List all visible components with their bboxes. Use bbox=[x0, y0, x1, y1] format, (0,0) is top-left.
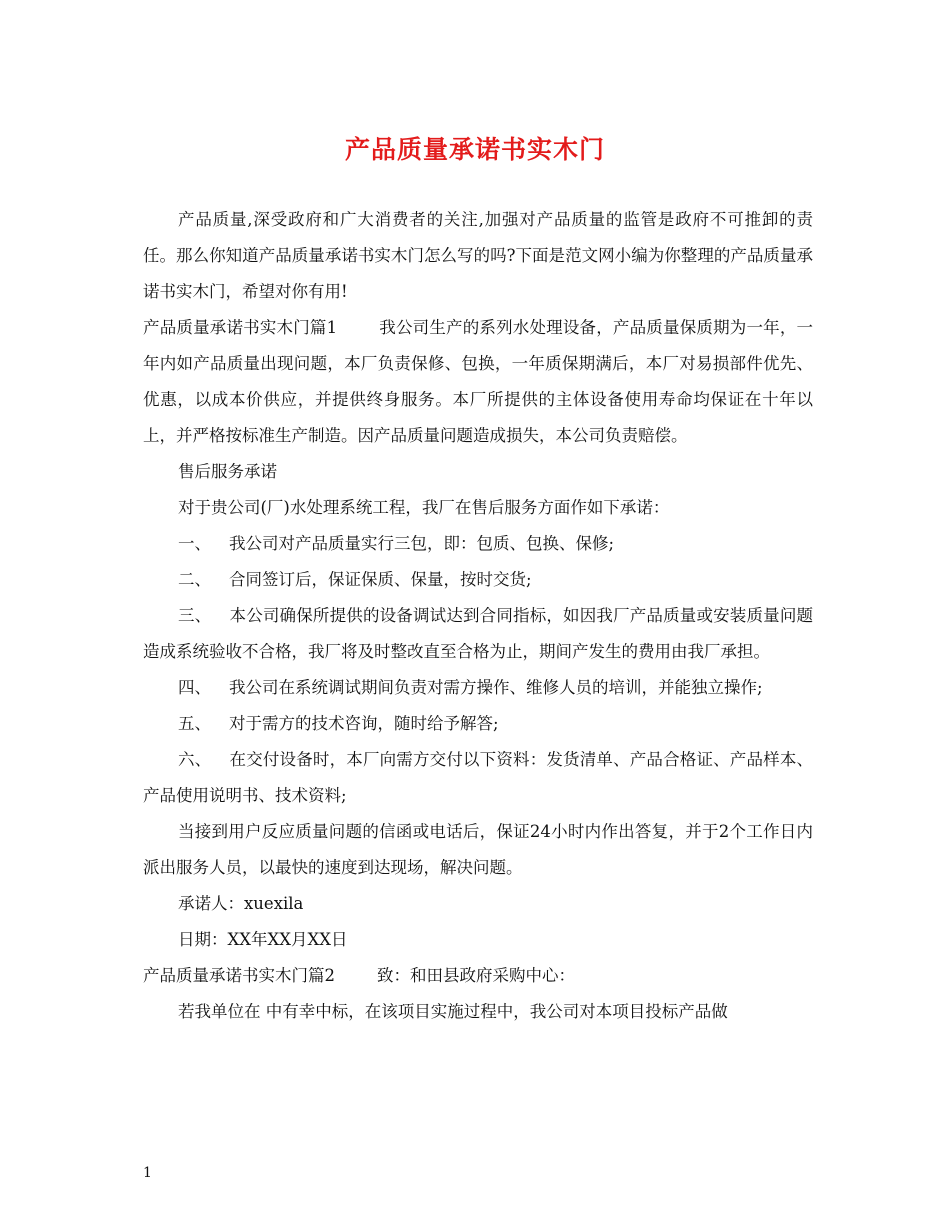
after-sales-heading: 售后服务承诺 bbox=[178, 462, 277, 481]
item-text: 合同签订后，保证保质、保量，按时交货; bbox=[229, 570, 532, 589]
intro-paragraph: 产品质量,深受政府和广大消费者的关注,加强对产品质量的监管是政府不可推卸的责任。那么你知道产品质量承诺书实木门怎么写的吗?下面是范文网小编为你整理的产品质量承诺书实木门，希望对你有用! bbox=[143, 210, 813, 301]
response-paragraph: 当接到用户反应质量问题的信函或电话后，保证24小时内作出答复，并于2个工作日内派出服务人员，以最快的速度到达现场，解决问题。 bbox=[143, 822, 813, 877]
list-item bbox=[143, 670, 813, 706]
item-number: 五、 bbox=[178, 714, 211, 733]
section1-label: 产品质量承诺书实木门篇1 bbox=[143, 318, 338, 337]
list-item bbox=[143, 706, 813, 742]
item-number: 六、 bbox=[178, 750, 212, 769]
item-number: 四、 bbox=[178, 678, 211, 697]
list-item bbox=[143, 526, 813, 562]
page-number: 1 bbox=[143, 1165, 152, 1181]
after-sales-intro: 对于贵公司(厂)水处理系统工程，我厂在售后服务方面作如下承诺： bbox=[178, 498, 670, 517]
section2-label: 产品质量承诺书实木门篇2 bbox=[143, 966, 335, 985]
last-paragraph: 若我单位在 中有幸中标，在该项目实施过程中，我公司对本项目投标产品做 bbox=[178, 1002, 728, 1021]
document-title: 产品质量承诺书实木门 bbox=[344, 135, 605, 164]
section1-text: 我公司生产的系列水处理设备，产品质量保质期为一年，一年内如产品质量出现问题，本厂负责保修、包换，一年质保期满后，本厂对易损部件优先、优惠，以成本价供应，并提供终身服务。本厂所提供的主体设备使用寿命均保证在十年以上，并严格按标准生产制造。因产品质量问题造成损失，本公司负责赔偿。 bbox=[143, 318, 814, 445]
section2-text: 致：和田县政府采购中心： bbox=[377, 966, 575, 985]
item-text: 对于需方的技术咨询，随时给予解答; bbox=[229, 714, 499, 733]
item-number: 一、 bbox=[178, 534, 211, 553]
section2-paragraph bbox=[143, 958, 813, 994]
item-text: 我公司在系统调试期间负责对需方操作、维修人员的培训，并能独立操作; bbox=[229, 678, 763, 697]
item-text: 我公司对产品质量实行三包，即：包质、包换、保修; bbox=[229, 534, 615, 553]
list-item bbox=[143, 562, 813, 598]
item-number: 三、 bbox=[178, 606, 212, 625]
item-number: 二、 bbox=[178, 570, 211, 589]
section1-paragraph bbox=[143, 310, 813, 454]
list-item bbox=[143, 598, 813, 670]
document-body bbox=[143, 202, 813, 1030]
promisor-line: 承诺人：xuexila bbox=[178, 894, 304, 913]
item-text: 在交付设备时，本厂向需方交付以下资料：发货清单、产品合格证、产品样本、产品使用说明书、技术资料; bbox=[143, 750, 814, 805]
list-item bbox=[143, 742, 813, 814]
date-line: 日期：XX年XX月XX日 bbox=[178, 930, 348, 949]
item-text: 本公司确保所提供的设备调试达到合同指标，如因我厂产品质量或安装质量问题造成系统验收不合格，我厂将及时整改直至合格为止，期间产发生的费用由我厂承担。 bbox=[143, 606, 814, 661]
